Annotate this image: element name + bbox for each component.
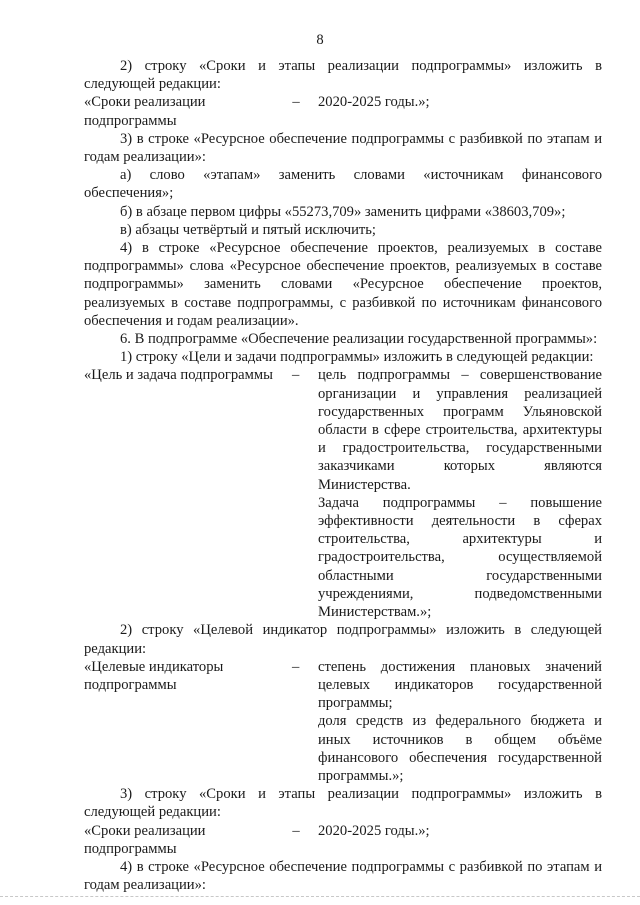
paragraph: 3) в строке «Ресурсное обеспечение подпрограммы с разбивкой по этапам и годам реализации»: — [84, 130, 602, 166]
goals-dash: – — [292, 367, 300, 384]
paragraph: 1) строку «Цели и задачи подпрограммы» изложить в следующей редакции: — [120, 349, 594, 366]
paragraph: 4) в строке «Ресурсное обеспечение проектов, реализуемых в составе подпрограммы» слова «Ресурсное обеспечение проектов, реализуемых в составе подпрограммы» заменить словами «Ресурсное обеспечение проектов, реализуемых в составе подпрограммы, с разбивкой по источникам финансового обеспечения и годам реализации». — [84, 240, 602, 329]
paragraph: 4) в строке «Ресурсное обеспечение подпрограммы с разбивкой по этапам и годам реализации»: — [84, 858, 602, 894]
term-label: «Сроки реализации — [84, 822, 206, 839]
term-label-continuation: подпрограммы — [84, 112, 177, 129]
term-value: 2020-2025 годы.»; — [318, 94, 430, 111]
paragraph: а) слово «этапам» заменить словами «источникам финансового обеспечения»; — [84, 167, 602, 202]
paragraph: 2) строку «Целевой индикатор подпрограммы» изложить в следующей редакции: — [84, 622, 602, 657]
indicators-value-second: доля средств из федерального бюджета и иных источников в общем объёме финансового обеспечения государственной программы.»; — [318, 713, 602, 784]
indicators-value — [318, 658, 602, 785]
goals-value-task: Задача подпрограммы – повышение эффективности деятельности в сферах строительства, архитектуры и градостроительства, осуществляемой областными государственными учреждениями, подведомственными Министерствам.»; — [318, 494, 602, 621]
term-dash: – — [292, 822, 300, 839]
goals-value — [318, 366, 602, 621]
goals-table — [84, 366, 602, 621]
paragraph: в) абзацы четвёртый и пятый исключить; — [120, 221, 376, 238]
page-bottom-rule — [0, 896, 640, 897]
indicators-label: «Целевые индикаторы подпрограммы — [84, 658, 224, 693]
goals-label: «Цель и задача подпрограммы — [84, 367, 273, 384]
page-number: 8 — [316, 32, 324, 48]
paragraph: 3) строку «Сроки и этапы реализации подпрограммы» изложить в следующей редакции: — [84, 786, 602, 821]
term-label: «Сроки реализации — [84, 94, 206, 111]
term-row — [84, 93, 602, 111]
term-value: 2020-2025 годы.»; — [318, 822, 430, 839]
term-row — [84, 822, 602, 840]
indicators-dash: – — [292, 658, 300, 675]
document-body — [84, 57, 602, 894]
term-label-continuation: подпрограммы — [84, 840, 177, 857]
indicators-table — [84, 658, 602, 785]
paragraph: 2) строку «Сроки и этапы реализации подпрограммы» изложить в следующей редакции: — [84, 58, 602, 93]
term-dash: – — [292, 94, 300, 111]
paragraph: б) в абзаце первом цифры «55273,709» заменить цифрами «38603,709»; — [120, 203, 566, 220]
paragraph: 6. В подпрограмме «Обеспечение реализации государственной программы»: — [120, 331, 598, 348]
indicators-value-first: степень достижения плановых значений целевых индикаторов государственной программы; — [318, 658, 602, 712]
goals-value-goal: цель подпрограммы – совершенствование организации и управления реализацией государственных программ Ульяновской области в сфере строительства, архитектуры и градостроительства, государственными заказчиками которых являются Министерства. — [318, 367, 602, 493]
